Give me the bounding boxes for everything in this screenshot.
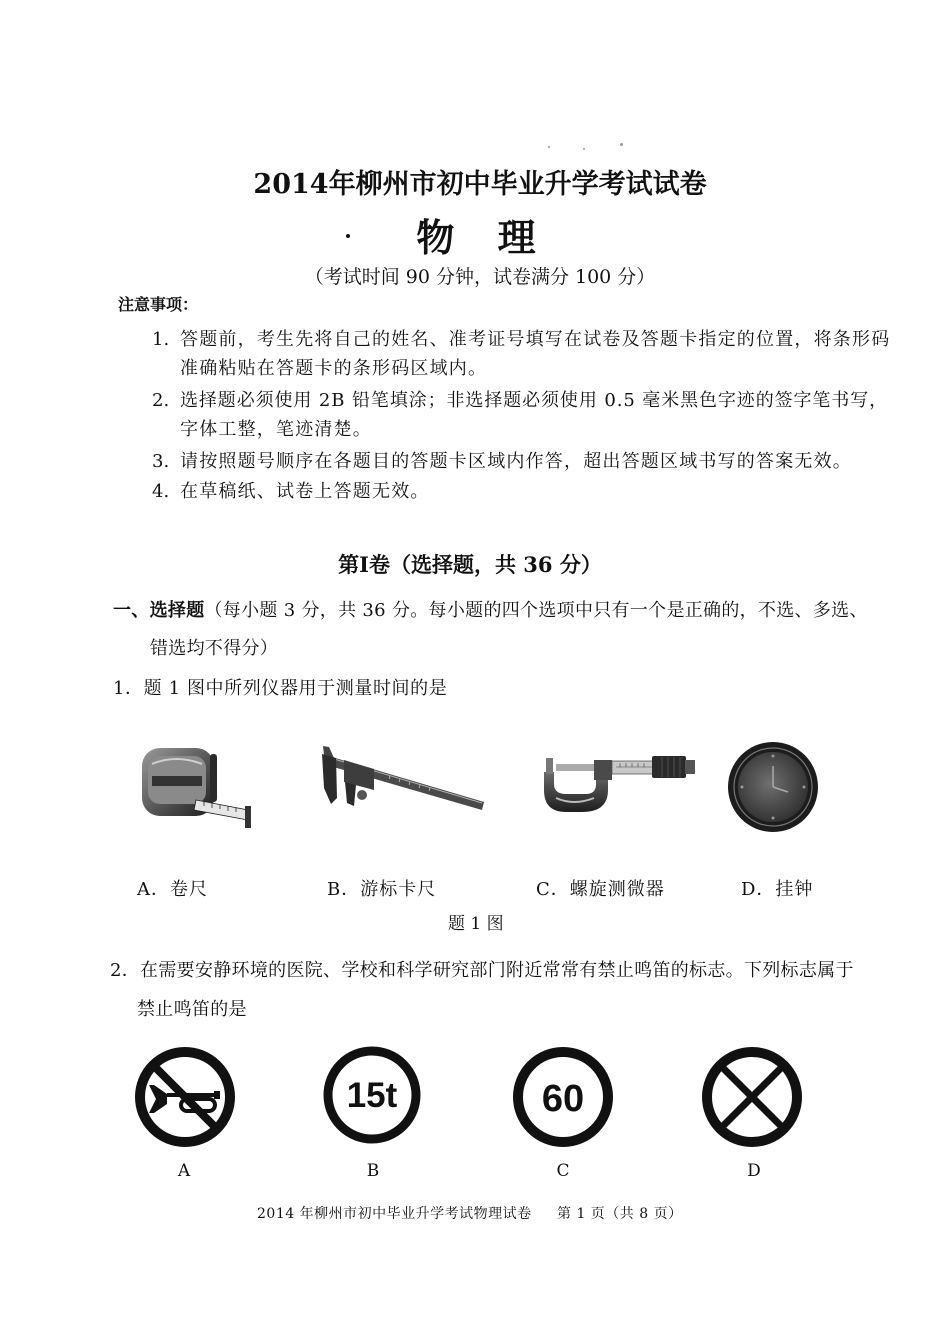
weight-limit-text: 15t — [346, 1076, 398, 1115]
notice-item-text: 答题前，考生先将自己的姓名、准考证号填写在试卷及答题卡指定的位置，将条形码 — [180, 329, 891, 350]
paper-title: 2014年柳州市初中毕业升学考试试卷 — [253, 169, 707, 200]
sign-b-label: B — [366, 1161, 380, 1181]
part-one-instruction-text: （每小题 3 分，共 36 分。每小题的四个选项中只有一个是正确的，不选、多选、 — [204, 600, 868, 621]
vernier-caliper-image — [310, 740, 490, 820]
notice-item-number: 1. — [152, 329, 170, 350]
speed-limit-text: 60 — [541, 1078, 585, 1120]
notice-heading: 注意事项： — [118, 295, 199, 314]
notice-item-text: 准确粘贴在答题卡的条形码区域内。 — [180, 358, 488, 379]
notice-item-text: 在草稿纸、试卷上答题无效。 — [180, 481, 430, 502]
subject-title: 物 理 — [416, 216, 544, 260]
notice-item-text: 字体工整，笔迹清楚。 — [180, 419, 372, 440]
part-one-label: 一、选择题 — [113, 600, 205, 621]
exam-info: （考试时间 90 分钟，试卷满分 100 分） — [304, 266, 656, 288]
option-c-label: C．螺旋测微器 — [536, 879, 665, 900]
notice-item-number: 3. — [152, 451, 170, 472]
notice-item-number: 4. — [152, 481, 170, 502]
no-stopping-sign-icon — [696, 1041, 808, 1153]
wall-clock-image — [724, 740, 824, 836]
question-2-stem: 2．在需要安静环境的医院、学校和科学研究部门附近常常有禁止鸣笛的标志。下列标志属于 — [110, 960, 854, 981]
notice-item-text: 请按照题号顺序在各题目的答题卡区域内作答，超出答题区域书写的答案无效。 — [180, 451, 852, 472]
figure-caption: 题 1 图 — [448, 914, 504, 934]
weight-limit-sign-icon — [316, 1039, 428, 1151]
notice-item-number: 2. — [152, 390, 170, 411]
micrometer-image — [538, 748, 698, 816]
scan-speck — [583, 148, 585, 150]
scan-speck — [548, 146, 550, 148]
part-one-instruction-text: 错选均不得分） — [150, 638, 279, 659]
part-one-instruction — [113, 602, 868, 620]
sign-c-label: C — [556, 1161, 570, 1181]
question-2-stem: 禁止鸣笛的是 — [137, 999, 247, 1020]
notice-item-text: 选择题必须使用 2B 铅笔填涂；非选择题必须使用 0.5 毫米黑色字迹的签字笔书写， — [180, 390, 888, 411]
option-d-label: D．挂钟 — [741, 879, 814, 900]
footer-page-info: 第 1 页（共 8 页） — [557, 1206, 683, 1222]
footer-paper-name: 2014 年柳州市初中毕业升学考试物理试卷 — [257, 1206, 532, 1222]
option-b-label: B．游标卡尺 — [327, 879, 437, 900]
sign-a-label: A — [177, 1161, 191, 1181]
option-a-label: A．卷尺 — [137, 879, 208, 900]
speed-limit-sign-icon — [507, 1041, 619, 1153]
scan-speck — [620, 143, 623, 146]
question-1-stem: 1．题 1 图中所列仪器用于测量时间的是 — [113, 678, 448, 699]
no-honking-sign-icon — [129, 1041, 241, 1153]
section-heading: 第Ⅰ卷（选择题，共 36 分） — [338, 552, 602, 577]
sign-d-label: D — [747, 1161, 761, 1181]
tape-measure-image — [136, 740, 258, 834]
